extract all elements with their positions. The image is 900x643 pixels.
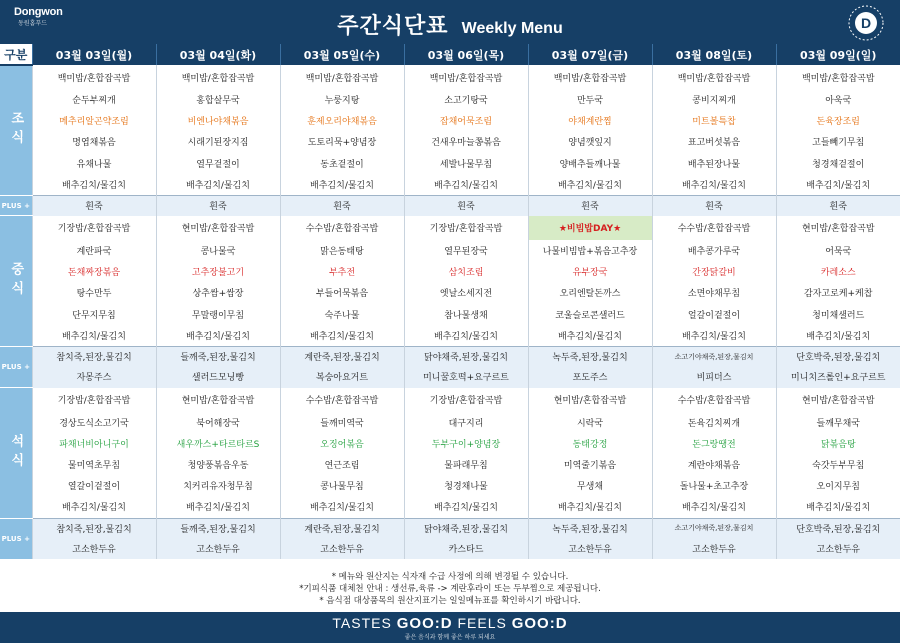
slogan-word: FEELS: [457, 615, 507, 631]
plus-cell: 녹두죽,된장,물김치: [528, 346, 652, 366]
menu-cell: 연근조림: [280, 454, 404, 475]
menu-cell: 물미역초무침: [32, 454, 156, 475]
plus-cell: 고소한두유: [280, 538, 404, 559]
menu-cell: 배추김치/물김치: [528, 325, 652, 347]
menu-cell: 순두부찌개: [32, 89, 156, 110]
header-bar: [0, 0, 900, 44]
menu-cell: 콩비지찌개: [652, 89, 776, 110]
menu-cell: 돈육김치찌개: [652, 412, 776, 433]
weekly-menu-table: [0, 44, 900, 560]
menu-cell: 코울슬로콘샐러드: [528, 304, 652, 325]
logo-text: Dongwon: [14, 6, 63, 18]
day-header: 03월 05일(수): [280, 44, 404, 65]
plus-cell: 계란죽,된장,물김치: [280, 346, 404, 366]
menu-cell: 열갈이겉절이: [32, 475, 156, 496]
menu-cell: 배추콩가루국: [652, 240, 776, 261]
menu-cell: 콩나물무침: [280, 475, 404, 496]
plus-cell: 미니꿀호떡+요구르트: [404, 366, 528, 387]
menu-cell: 북어해장국: [156, 412, 280, 433]
menu-cell: 배추김치/물김치: [652, 174, 776, 196]
menu-cell: 백미밥/혼합잡곡밥: [280, 65, 404, 89]
plus-cell: 닭야채죽,된장,물김치: [404, 518, 528, 538]
menu-cell: 얼갈이겉절이: [652, 304, 776, 325]
plus-cell: 고소한두유: [528, 538, 652, 559]
menu-cell: 계란야채볶음: [652, 454, 776, 475]
menu-cell: 숙주나물: [280, 304, 404, 325]
menu-cell: 들깨미역국: [280, 412, 404, 433]
menu-cell: 오이지무침: [776, 475, 900, 496]
menu-cell: 대구지리: [404, 412, 528, 433]
menu-cell: 수수밥/혼합잡곡밥: [652, 216, 776, 240]
plus-cell: 닭야채죽,된장,물김치: [404, 346, 528, 366]
menu-cell: 소고기탕국: [404, 89, 528, 110]
menu-cell: 기장밥/혼합잡곡밥: [32, 388, 156, 412]
menu-cell: 도토리묵+양념장: [280, 131, 404, 152]
menu-cell: 엣날소세지전: [404, 282, 528, 303]
menu-row: [0, 454, 900, 475]
menu-cell: 나물비빔밥+볶음고추장: [528, 240, 652, 261]
menu-cell: 백미밥/혼합잡곡밥: [776, 65, 900, 89]
menu-cell: 배추김치/물김치: [404, 496, 528, 518]
plus-cell: 고소한두유: [652, 538, 776, 559]
menu-row: [0, 131, 900, 152]
menu-row: [0, 433, 900, 454]
plus-row: [0, 195, 900, 216]
menu-cell: 시락국: [528, 412, 652, 433]
menu-cell: 청경채나물: [404, 475, 528, 496]
footer-bar: [0, 612, 900, 643]
notes: [0, 571, 900, 607]
menu-cell: 단무지무침: [32, 304, 156, 325]
page-title: [0, 9, 900, 40]
meal-label: 조식: [0, 65, 32, 195]
menu-cell: 계란파국: [32, 240, 156, 261]
menu-cell: 명엽채볶음: [32, 131, 156, 152]
plus-cell: 단호박죽,된장,물김치: [776, 518, 900, 538]
day-header: 03월 06일(목): [404, 44, 528, 65]
menu-cell: 탕수만두: [32, 282, 156, 303]
menu-cell: 배추김치/물김치: [528, 174, 652, 196]
menu-row: [0, 304, 900, 325]
menu-cell: 열무겉절이: [156, 153, 280, 174]
menu-cell: 현미밥/혼합잡곡밥: [156, 216, 280, 240]
menu-cell: 수수밥/혼합잡곡밥: [280, 388, 404, 412]
menu-cell: 기장밥/혼합잡곡밥: [404, 388, 528, 412]
menu-cell: 배추된장나물: [652, 153, 776, 174]
menu-row: [0, 89, 900, 110]
menu-cell: 야채계란찜: [528, 110, 652, 131]
menu-row: [0, 110, 900, 131]
plus-cell: 소고기야채죽,된장,물김치: [652, 518, 776, 538]
menu-cell: 상추쌈+쌈장: [156, 282, 280, 303]
menu-cell: 표고버섯볶음: [652, 131, 776, 152]
menu-row: [0, 174, 900, 196]
menu-row: [0, 282, 900, 303]
menu-row: [0, 496, 900, 518]
meal-label: 석식: [0, 388, 32, 518]
menu-cell: 메추리알곤약조림: [32, 110, 156, 131]
title-english: Weekly Menu: [461, 20, 563, 37]
menu-cell: 배추김치/물김치: [156, 496, 280, 518]
menu-cell: 맑은동태탕: [280, 240, 404, 261]
menu-cell: 배추김치/물김치: [280, 325, 404, 347]
menu-cell: 오리엔탈돈까스: [528, 282, 652, 303]
plus-cell: 흰죽: [404, 195, 528, 216]
menu-cell: 홍합살무국: [156, 89, 280, 110]
note-line: * 메뉴와 원산지는 식자재 수급 사정에 의해 변경될 수 있습니다.: [331, 572, 569, 582]
menu-cell: 새우까스+타르타르S: [156, 433, 280, 454]
menu-cell: 양념깻잎지: [528, 131, 652, 152]
plus-cell: 흰죽: [156, 195, 280, 216]
menu-cell: 배추김치/물김치: [32, 496, 156, 518]
menu-row: [0, 475, 900, 496]
title-korean: 주간식단표: [337, 14, 449, 39]
menu-cell: 돈육장조림: [776, 110, 900, 131]
plus-cell: 고소한두유: [776, 538, 900, 559]
day-header: 03월 07일(금): [528, 44, 652, 65]
plus-row: [0, 346, 900, 366]
note-line: * 음식점 대상품목의 원산지표기는 일일메뉴표를 확인하시기 바랍니다.: [319, 596, 581, 606]
menu-row: [0, 325, 900, 347]
plus-cell: 계란죽,된장,물김치: [280, 518, 404, 538]
slogan-word: TASTES: [332, 615, 392, 631]
menu-row: [0, 240, 900, 261]
plus-cell: 비피더스: [652, 366, 776, 387]
menu-cell: 백미밥/혼합잡곡밥: [652, 65, 776, 89]
menu-cell: 현미밥/혼합잡곡밥: [776, 388, 900, 412]
menu-cell: 시래기된장지짐: [156, 131, 280, 152]
plus-row: [0, 518, 900, 538]
menu-cell: 청경채겉절이: [776, 153, 900, 174]
menu-cell: 무말랭이무침: [156, 304, 280, 325]
menu-cell: 부들어묵볶음: [280, 282, 404, 303]
menu-cell: 양배추들깨나물: [528, 153, 652, 174]
plus-cell: 포도주스: [528, 366, 652, 387]
menu-cell: 배추김치/물김치: [32, 325, 156, 347]
menu-row: [0, 261, 900, 282]
slogan-word: GOO:D: [396, 615, 453, 632]
menu-cell: 배추김치/물김치: [156, 325, 280, 347]
menu-cell: 건새우마늘쫑볶음: [404, 131, 528, 152]
plus-cell: 들깨죽,된장,물김치: [156, 518, 280, 538]
menu-row: [0, 153, 900, 174]
menu-cell: 백미밥/혼합잡곡밥: [32, 65, 156, 89]
menu-cell: 배추김치/물김치: [776, 496, 900, 518]
menu-cell: 고들빼기무침: [776, 131, 900, 152]
slogan-word: GOO:D: [511, 615, 568, 632]
menu-cell: 삼치조림: [404, 261, 528, 282]
plus-cell: 자몽주스: [32, 366, 156, 387]
menu-cell: 아욱국: [776, 89, 900, 110]
menu-cell: 간장닭갈비: [652, 261, 776, 282]
plus-cell: 소고기야채죽,된장,물김치: [652, 346, 776, 366]
plus-row: [0, 538, 900, 559]
menu-cell: 두부구이+양념장: [404, 433, 528, 454]
seal-letter: D: [860, 15, 872, 31]
plus-label: PLUS +: [0, 518, 32, 559]
menu-cell: 배추김치/물김치: [652, 325, 776, 347]
menu-cell: 만두국: [528, 89, 652, 110]
plus-label: PLUS +: [0, 195, 32, 216]
menu-cell: ★비빔밥DAY★: [528, 216, 652, 240]
menu-cell: 현미밥/혼합잡곡밥: [156, 388, 280, 412]
menu-cell: 누룽지탕: [280, 89, 404, 110]
plus-cell: 흰죽: [280, 195, 404, 216]
menu-cell: 돌나물+초고추장: [652, 475, 776, 496]
note-line: *기피식품 대체천 안내 : 생선류,육류 -> 계란후라이 또는 두부찜으로 제공됩니다.: [299, 584, 601, 594]
meal-label: 중식: [0, 216, 32, 346]
menu-cell: 돈그랑땡전: [652, 433, 776, 454]
plus-cell: 들깨죽,된장,물김치: [156, 346, 280, 366]
menu-cell: 카레소스: [776, 261, 900, 282]
menu-cell: 감자고로케+케찹: [776, 282, 900, 303]
menu-cell: 배추김치/물김치: [156, 174, 280, 196]
plus-cell: 고소한두유: [156, 538, 280, 559]
menu-row: [0, 412, 900, 433]
menu-cell: 소면야채무침: [652, 282, 776, 303]
plus-cell: 흰죽: [32, 195, 156, 216]
plus-cell: 참치죽,된장,물김치: [32, 346, 156, 366]
menu-cell: 수수밥/혼합잡곡밥: [280, 216, 404, 240]
plus-cell: 흰죽: [652, 195, 776, 216]
menu-cell: 고추장불고기: [156, 261, 280, 282]
menu-cell: 오징어볶음: [280, 433, 404, 454]
menu-cell: 현미밥/혼합잡곡밥: [528, 388, 652, 412]
menu-cell: 배추김치/물김치: [404, 174, 528, 196]
menu-cell: 배추김치/물김치: [280, 174, 404, 196]
plus-label: PLUS +: [0, 346, 32, 387]
plus-cell: 흰죽: [776, 195, 900, 216]
menu-cell: 무생채: [528, 475, 652, 496]
menu-cell: 백미밥/혼합잡곡밥: [404, 65, 528, 89]
menu-cell: 배추김치/물김치: [528, 496, 652, 518]
menu-cell: 수수밥/혼합잡곡밥: [652, 388, 776, 412]
menu-cell: 유채나물: [32, 153, 156, 174]
menu-cell: 백미밥/혼합잡곡밥: [528, 65, 652, 89]
menu-cell: 훈제오리야채볶음: [280, 110, 404, 131]
plus-cell: 참치죽,된장,물김치: [32, 518, 156, 538]
menu-cell: 물파래무침: [404, 454, 528, 475]
menu-cell: 동태강정: [528, 433, 652, 454]
day-header: 03월 09일(일): [776, 44, 900, 65]
menu-cell: 어묵국: [776, 240, 900, 261]
goodd-seal-icon: [846, 3, 886, 47]
plus-cell: 카스타드: [404, 538, 528, 559]
menu-cell: 콩나물국: [156, 240, 280, 261]
menu-cell: 부추전: [280, 261, 404, 282]
plus-cell: 샐러드모닝빵: [156, 366, 280, 387]
logo-subtext: 동원홈푸드: [18, 20, 47, 27]
plus-cell: 단호박죽,된장,물김치: [776, 346, 900, 366]
menu-cell: 청양풍볶음우동: [156, 454, 280, 475]
menu-cell: 백미밥/혼합잡곡밥: [156, 65, 280, 89]
plus-cell: 고소한두유: [32, 538, 156, 559]
menu-cell: 미역줄기볶음: [528, 454, 652, 475]
menu-body: [0, 65, 900, 559]
plus-cell: 녹두죽,된장,물김치: [528, 518, 652, 538]
menu-cell: 돈채짜장볶음: [32, 261, 156, 282]
menu-row: [0, 216, 900, 240]
plus-row: [0, 366, 900, 387]
menu-cell: 유부장국: [528, 261, 652, 282]
menu-cell: 미트볼특찹: [652, 110, 776, 131]
day-header-row: [0, 44, 900, 65]
menu-cell: 닭볶음탕: [776, 433, 900, 454]
menu-row: [0, 388, 900, 412]
menu-cell: 경상도식소고기국: [32, 412, 156, 433]
menu-cell: 들깨무채국: [776, 412, 900, 433]
menu-row: [0, 65, 900, 89]
menu-cell: 잡채어묵조림: [404, 110, 528, 131]
menu-cell: 동초겉절이: [280, 153, 404, 174]
plus-cell: 복숭아요거트: [280, 366, 404, 387]
menu-cell: 세발나물무침: [404, 153, 528, 174]
corner-label: 구분: [0, 44, 32, 65]
day-header: 03월 03일(월): [32, 44, 156, 65]
slogan-subtext: 좋은 음식과 함께 좋은 하루 되세요: [404, 634, 496, 641]
plus-cell: 미니치즈롤인+요구르트: [776, 366, 900, 387]
menu-cell: 기장밥/혼합잡곡밥: [404, 216, 528, 240]
menu-cell: 현미밥/혼합잡곡밥: [776, 216, 900, 240]
menu-cell: 비엔나야채볶음: [156, 110, 280, 131]
menu-cell: 숙갓두부무침: [776, 454, 900, 475]
menu-cell: 청미채샐러드: [776, 304, 900, 325]
menu-cell: 참나물생채: [404, 304, 528, 325]
menu-cell: 파채너비아니구이: [32, 433, 156, 454]
day-header: 03월 04일(화): [156, 44, 280, 65]
menu-cell: 배추김치/물김치: [32, 174, 156, 196]
plus-cell: 흰죽: [528, 195, 652, 216]
menu-cell: 치커리유자청무침: [156, 475, 280, 496]
menu-cell: 배추김치/물김치: [652, 496, 776, 518]
slogan: [0, 615, 900, 632]
menu-cell: 배추김치/물김치: [776, 174, 900, 196]
menu-cell: 배추김치/물김치: [404, 325, 528, 347]
day-header: 03월 08일(토): [652, 44, 776, 65]
menu-cell: 배추김치/물김치: [280, 496, 404, 518]
menu-cell: 배추김치/물김치: [776, 325, 900, 347]
menu-cell: 기장밥/혼합잡곡밥: [32, 216, 156, 240]
menu-cell: 열무된장국: [404, 240, 528, 261]
